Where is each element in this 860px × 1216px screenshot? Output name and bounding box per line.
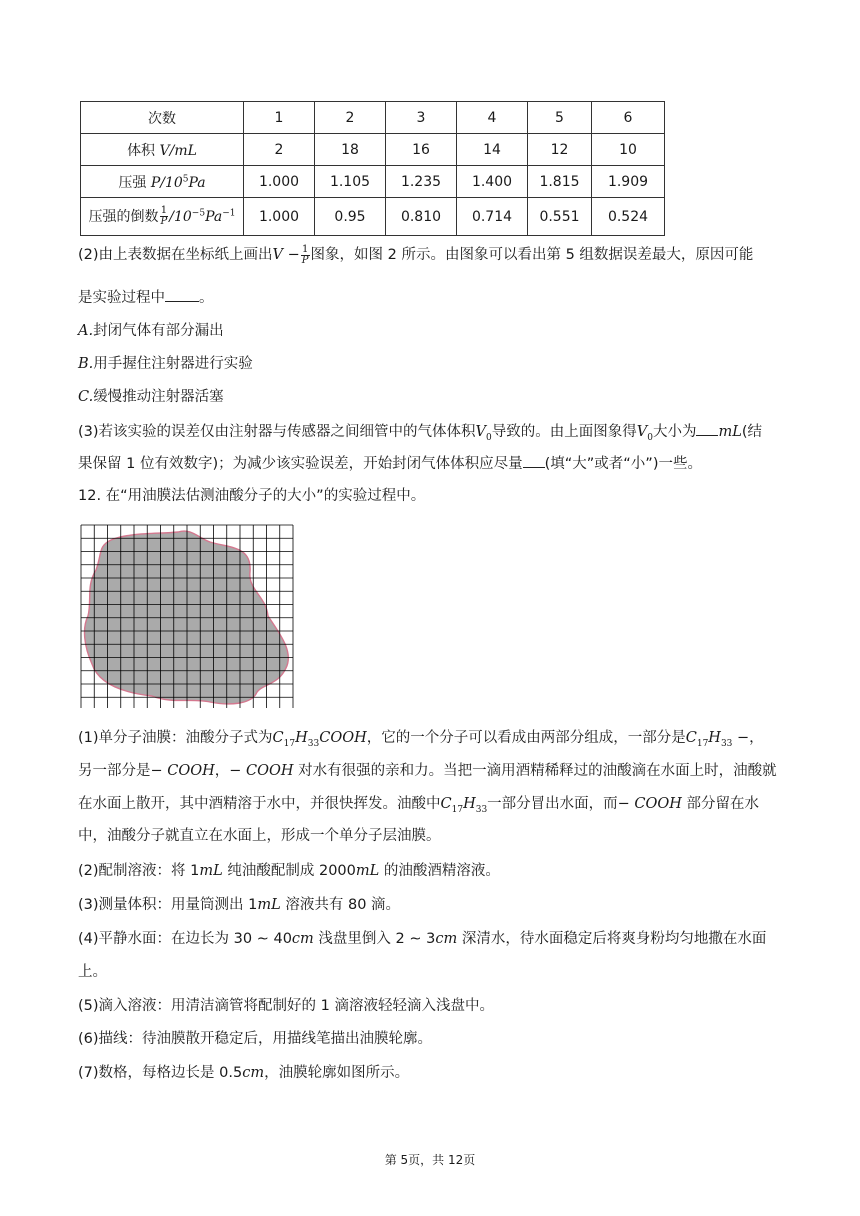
- table-cell: 1.400: [457, 166, 528, 198]
- table-row: [81, 166, 665, 198]
- table-cell: 18: [315, 134, 386, 166]
- step-5: (5)滴入溶液：用清洁滴管将配制好的 1 滴溶液轻轻滴入浅盘中。: [78, 998, 494, 1014]
- table-cell: 1.000: [244, 166, 315, 198]
- table-cell: 16: [386, 134, 457, 166]
- table-row: [81, 198, 665, 236]
- step-4-line-1: (4)平静水面：在边长为 30 ∼ 40cm 浅盘里倒入 2 ∼ 3cm 深清水，待水面稳定后将爽身粉均匀地撒在水面: [78, 931, 767, 947]
- table-cell: 1: [244, 102, 315, 134]
- table-row: [81, 134, 665, 166]
- table-cell: 0.524: [592, 198, 665, 236]
- table-cell: 6: [592, 102, 665, 134]
- table-cell: 3: [386, 102, 457, 134]
- step-1-line-1: (1)单分子油膜：油酸分子式为$C_{17}H_{33}COOH$，它的一个分子可以看成由两部分组成，一部分是$C_{17}H_{33}$ −，: [78, 730, 764, 749]
- step-7: (7)数格，每格边长是 0.5cm，油膜轮廓如图所示。: [78, 1065, 410, 1081]
- page-footer: 第 5页，共 12页: [384, 1153, 476, 1167]
- table-row-header: 体积 V/mL: [81, 134, 244, 166]
- table-cell: 1.000: [244, 198, 315, 236]
- option-b: B.用手握住注射器进行实验: [78, 356, 253, 372]
- table-cell: 12: [528, 134, 592, 166]
- step-1-line-2: 另一部分是− COOH，− COOH 对水有很强的亲和力。当把一滴用酒精稀释过的油酸滴在水面上时，油酸就: [78, 763, 777, 779]
- option-a: A.封闭气体有部分漏出: [78, 323, 224, 339]
- table-cell: 1.909: [592, 166, 665, 198]
- question-3-line-2: 果保留 1 位有效数字)；为减少该实验误差，开始封闭气体体积应尽量 (填“大”或者“小”)一些。: [78, 453, 702, 475]
- table-cell: 0.810: [386, 198, 457, 236]
- table-row: [81, 102, 665, 134]
- table-cell: 0.714: [457, 198, 528, 236]
- oil-film-grid-figure: [80, 524, 294, 708]
- question-3-line-1: (3)若该实验的误差仅由注射器与传感器之间细管中的气体体积$V_0$导致的。由上面图象得$V_0$大小为 mL(结: [78, 421, 762, 449]
- table-row-header: 压强 $P/10^5Pa$: [81, 166, 244, 198]
- table-cell: 1.235: [386, 166, 457, 198]
- answer-blank[interactable]: [523, 453, 545, 468]
- question-2-line-2: 是实验过程中 。: [78, 287, 214, 309]
- question-2-line-1: (2)由上表数据在坐标纸上画出V − $\frac{1}{P}$ 图象，如图 2 所示。由图象可以看出第 5 组数据误差最大，原因可能: [78, 243, 754, 266]
- table-cell: 1.105: [315, 166, 386, 198]
- table-cell: 4: [457, 102, 528, 134]
- pressure-volume-table: [80, 101, 665, 236]
- step-4-line-2: 上。: [78, 964, 107, 980]
- table-cell: 0.551: [528, 198, 592, 236]
- step-1-line-4: 中，油酸分子就直立在水面上，形成一个单分子层油膜。: [78, 828, 441, 844]
- table-row-header: 压强的倒数 $\frac{1}{P}$ $/10^{-5}Pa^{-1}$: [81, 198, 244, 236]
- table-cell: 10: [592, 134, 665, 166]
- table-cell: 2: [244, 134, 315, 166]
- question-12-title: 12. 在“用油膜法估测油酸分子的大小”的实验过程中。: [78, 488, 426, 504]
- option-c: C.缓慢推动注射器活塞: [78, 389, 224, 405]
- answer-blank[interactable]: [165, 287, 199, 302]
- answer-blank[interactable]: [696, 421, 718, 436]
- table-cell: 0.95: [315, 198, 386, 236]
- table-cell: 5: [528, 102, 592, 134]
- step-3: (3)测量体积：用量筒测出 1mL 溶液共有 80 滴。: [78, 897, 401, 913]
- table-cell: 次数: [81, 102, 244, 134]
- step-6: (6)描线：待油膜散开稳定后，用描线笔描出油膜轮廓。: [78, 1031, 433, 1047]
- table-cell: 1.815: [528, 166, 592, 198]
- table-cell: 2: [315, 102, 386, 134]
- step-2: (2)配制溶液：将 1mL 纯油酸配制成 2000mL 的油酸酒精溶液。: [78, 863, 500, 879]
- table-cell: 14: [457, 134, 528, 166]
- step-1-line-3: 在水面上散开，其中酒精溶于水中，并很快挥发。油酸中$C_{17}H_{33}$一部分冒出水面，而− COOH 部分留在水: [78, 796, 760, 815]
